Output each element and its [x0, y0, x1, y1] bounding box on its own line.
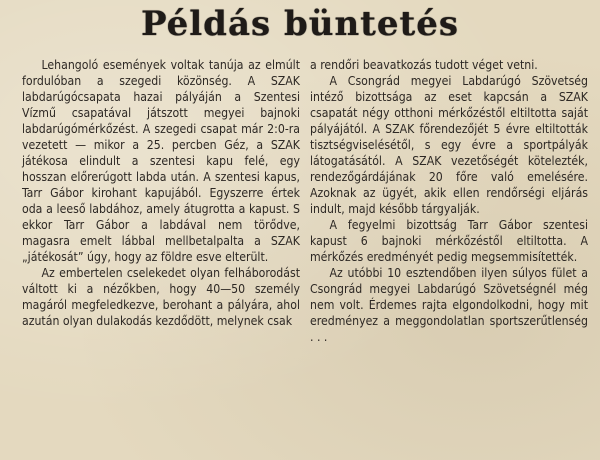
headline: Példás büntetés	[140, 4, 459, 44]
paragraph: Lehangoló események voltak tanúja az elmúlt fordulóban a szegedi közönség. A SZAK labdarúgócsapata hazai pályáján a Szentesi Vízmű csapatával játszott megyei bajnoki labdarúgómérkőzést. A szegedi csapat már 2:0-ra vezetett — mikor a 25. percben Géz, a SZAK játékosa elindult a szentesi kapu felé, egy hosszan előrerúgott labda után. A szentesi kapus, Tarr Gábor kirohant kapujából. Egyszerre értek oda a leeső labdához, amely átugrotta a kapust. S ekkor Tarr Gábor a labdával nem törődve, magasra emelt lábbal mellbetalpalta a SZAK „játékosát” úgy, hogy az földre esve elterült.	[22, 58, 300, 264]
paragraph: A fegyelmi bizottság Tarr Gábor szentesi kapust 6 bajnoki mérkőzéstől eltiltotta. A mérkőzés eredményét pedig megsemmisítették.	[310, 218, 588, 264]
paragraph: a rendőri beavatkozás tudott véget vetni.	[310, 58, 538, 72]
paragraph: Az embertelen cselekedet olyan felháborodást váltott ki a nézőkben, hogy 40—50 személy magáról megfeledkezve, berohant a pályára, ahol azután olyan dulakodás kezdődött, melynek csak	[22, 266, 300, 328]
article-column-right	[310, 57, 588, 345]
article-column-left	[22, 57, 300, 329]
paragraph: A Csongrád megyei Labdarúgó Szövetség intéző bizottsága az eset kapcsán a SZAK csapatát négy otthoni mérkőzéstől eltiltotta saját pályájától. A SZAK főrendezőjét 5 évre eltiltották tisztségviselésétől, s egy évre a sportpályák látogatásától. A SZAK vezetőségét kötelezték, rendezőgárdájának 20 főre való emelésére. Azoknak az ügyét, akik ellen rendőrségi eljárás indult, majd később tárgyalják.	[310, 74, 588, 216]
column-divider	[304, 60, 305, 452]
paragraph: Az utóbbi 10 esztendőben ilyen súlyos fület a Csongrád megyei Labdarúgó Szövetségnél még nem volt. Érdemes rajta elgondolkodni, hogy mit eredményez a meggondolatlan sportszerűtlenség . . .	[310, 266, 588, 344]
